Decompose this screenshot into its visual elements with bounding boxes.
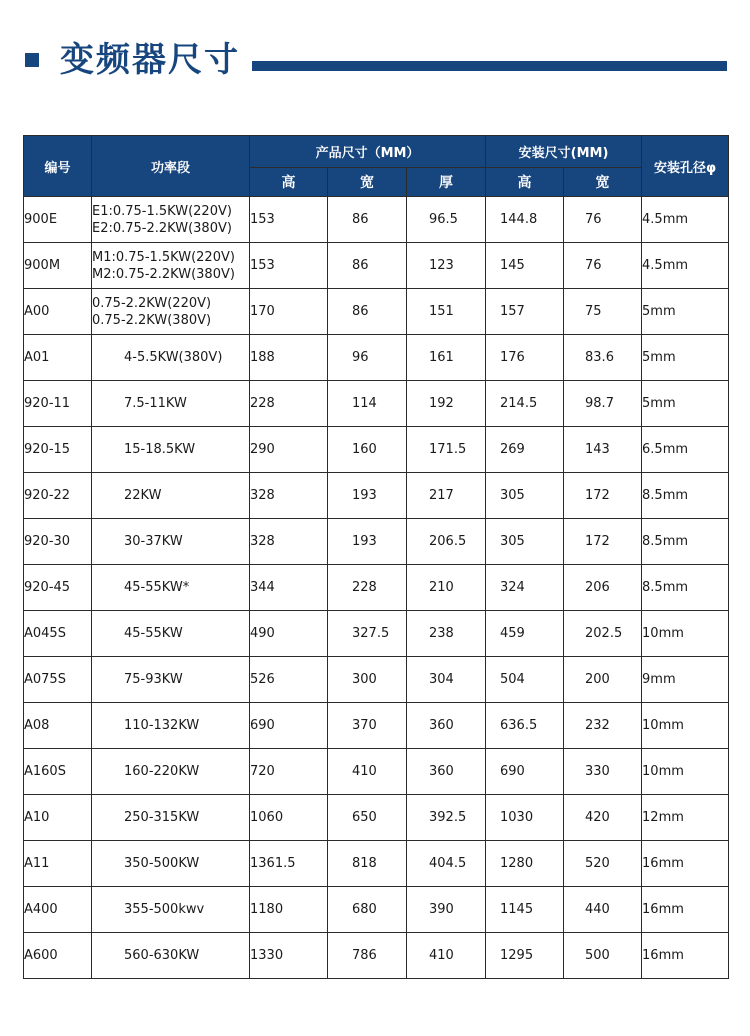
cell-code: A01 bbox=[24, 335, 92, 381]
cell-product-thickness: 360 bbox=[407, 749, 486, 795]
cell-code: A10 bbox=[24, 795, 92, 841]
power-line: 350-500KW bbox=[124, 856, 200, 871]
cell-code: 900M bbox=[24, 243, 92, 289]
cell-product-width: 193 bbox=[328, 519, 407, 565]
cell-product-thickness: 392.5 bbox=[407, 795, 486, 841]
cell-product-height: 228 bbox=[250, 381, 328, 427]
cell-hole: 8.5mm bbox=[642, 473, 729, 519]
cell-install-width: 76 bbox=[564, 197, 642, 243]
cell-hole: 6.5mm bbox=[642, 427, 729, 473]
cell-product-thickness: 217 bbox=[407, 473, 486, 519]
cell-install-width: 75 bbox=[564, 289, 642, 335]
power-line: 30-37KW bbox=[124, 534, 183, 549]
cell-power bbox=[92, 243, 250, 289]
cell-product-thickness: 171.5 bbox=[407, 427, 486, 473]
cell-product-height: 188 bbox=[250, 335, 328, 381]
table-row bbox=[24, 381, 729, 427]
cell-product-width: 370 bbox=[328, 703, 407, 749]
cell-install-width: 76 bbox=[564, 243, 642, 289]
power-line: 355-500kwv bbox=[124, 902, 205, 917]
cell-code: 920-30 bbox=[24, 519, 92, 565]
cell-product-width: 96 bbox=[328, 335, 407, 381]
power-line: M1:0.75-1.5KW(220V) bbox=[92, 249, 235, 265]
cell-hole: 8.5mm bbox=[642, 519, 729, 565]
cell-install-width: 200 bbox=[564, 657, 642, 703]
cell-hole: 10mm bbox=[642, 703, 729, 749]
cell-hole: 8.5mm bbox=[642, 565, 729, 611]
cell-product-width: 86 bbox=[328, 243, 407, 289]
cell-hole: 4.5mm bbox=[642, 197, 729, 243]
cell-install-height: 636.5 bbox=[486, 703, 564, 749]
cell-product-height: 526 bbox=[250, 657, 328, 703]
cell-product-height: 1060 bbox=[250, 795, 328, 841]
cell-install-width: 500 bbox=[564, 933, 642, 979]
power-line: 45-55KW* bbox=[124, 580, 190, 595]
power-line: 15-18.5KW bbox=[124, 442, 196, 457]
cell-product-width: 327.5 bbox=[328, 611, 407, 657]
cell-install-height: 1145 bbox=[486, 887, 564, 933]
header-product-height: 高 bbox=[250, 168, 328, 197]
table-row bbox=[24, 335, 729, 381]
cell-product-thickness: 410 bbox=[407, 933, 486, 979]
cell-power bbox=[92, 749, 250, 795]
cell-power bbox=[92, 289, 250, 335]
power-line: 110-132KW bbox=[124, 718, 200, 733]
cell-power bbox=[92, 519, 250, 565]
table-row bbox=[24, 841, 729, 887]
cell-product-width: 680 bbox=[328, 887, 407, 933]
cell-install-height: 176 bbox=[486, 335, 564, 381]
cell-product-width: 193 bbox=[328, 473, 407, 519]
cell-product-width: 86 bbox=[328, 289, 407, 335]
power-line: 22KW bbox=[124, 488, 162, 503]
power-line: 160-220KW bbox=[124, 764, 200, 779]
cell-install-height: 1295 bbox=[486, 933, 564, 979]
cell-product-height: 328 bbox=[250, 473, 328, 519]
cell-power bbox=[92, 197, 250, 243]
cell-code: A600 bbox=[24, 933, 92, 979]
cell-install-height: 690 bbox=[486, 749, 564, 795]
cell-product-width: 410 bbox=[328, 749, 407, 795]
header-hole: 安装孔径φ bbox=[642, 136, 729, 197]
cell-hole: 12mm bbox=[642, 795, 729, 841]
cell-power bbox=[92, 841, 250, 887]
cell-install-height: 144.8 bbox=[486, 197, 564, 243]
table-body bbox=[24, 197, 729, 979]
table-row bbox=[24, 887, 729, 933]
cell-install-height: 145 bbox=[486, 243, 564, 289]
cell-hole: 5mm bbox=[642, 335, 729, 381]
cell-product-thickness: 123 bbox=[407, 243, 486, 289]
cell-power bbox=[92, 703, 250, 749]
cell-install-height: 459 bbox=[486, 611, 564, 657]
cell-hole: 10mm bbox=[642, 749, 729, 795]
header-product-size: 产品尺寸（MM） bbox=[250, 136, 486, 168]
table-row bbox=[24, 611, 729, 657]
cell-product-height: 1330 bbox=[250, 933, 328, 979]
cell-install-height: 305 bbox=[486, 473, 564, 519]
cell-install-height: 269 bbox=[486, 427, 564, 473]
cell-install-width: 143 bbox=[564, 427, 642, 473]
cell-product-thickness: 151 bbox=[407, 289, 486, 335]
header-install-width: 宽 bbox=[564, 168, 642, 197]
power-line: 250-315KW bbox=[124, 810, 200, 825]
cell-product-width: 160 bbox=[328, 427, 407, 473]
power-line: M2:0.75-2.2KW(380V) bbox=[92, 266, 235, 282]
header-product-width: 宽 bbox=[328, 168, 407, 197]
cell-install-width: 232 bbox=[564, 703, 642, 749]
cell-code: A075S bbox=[24, 657, 92, 703]
cell-install-width: 206 bbox=[564, 565, 642, 611]
dimension-table bbox=[23, 135, 729, 979]
cell-power bbox=[92, 381, 250, 427]
cell-product-width: 786 bbox=[328, 933, 407, 979]
cell-hole: 16mm bbox=[642, 933, 729, 979]
cell-install-height: 504 bbox=[486, 657, 564, 703]
cell-install-height: 1280 bbox=[486, 841, 564, 887]
cell-product-width: 114 bbox=[328, 381, 407, 427]
cell-power bbox=[92, 427, 250, 473]
cell-code: 900E bbox=[24, 197, 92, 243]
cell-product-thickness: 192 bbox=[407, 381, 486, 427]
cell-product-height: 720 bbox=[250, 749, 328, 795]
table-row bbox=[24, 197, 729, 243]
power-line: 560-630KW bbox=[124, 948, 200, 963]
power-line: E2:0.75-2.2KW(380V) bbox=[92, 220, 232, 236]
power-line: 4-5.5KW(380V) bbox=[124, 350, 223, 365]
cell-install-width: 98.7 bbox=[564, 381, 642, 427]
header-install-height: 高 bbox=[486, 168, 564, 197]
power-line: 0.75-2.2KW(380V) bbox=[92, 312, 212, 328]
cell-hole: 16mm bbox=[642, 841, 729, 887]
cell-product-height: 153 bbox=[250, 243, 328, 289]
cell-product-height: 170 bbox=[250, 289, 328, 335]
cell-power bbox=[92, 611, 250, 657]
cell-hole: 5mm bbox=[642, 381, 729, 427]
table-row bbox=[24, 427, 729, 473]
cell-product-width: 228 bbox=[328, 565, 407, 611]
cell-power bbox=[92, 933, 250, 979]
cell-install-width: 420 bbox=[564, 795, 642, 841]
cell-install-height: 305 bbox=[486, 519, 564, 565]
cell-hole: 5mm bbox=[642, 289, 729, 335]
cell-code: 920-11 bbox=[24, 381, 92, 427]
cell-hole: 4.5mm bbox=[642, 243, 729, 289]
cell-hole: 9mm bbox=[642, 657, 729, 703]
table-row bbox=[24, 243, 729, 289]
table-row bbox=[24, 565, 729, 611]
cell-install-width: 83.6 bbox=[564, 335, 642, 381]
cell-product-thickness: 360 bbox=[407, 703, 486, 749]
power-line: 75-93KW bbox=[124, 672, 183, 687]
cell-install-height: 324 bbox=[486, 565, 564, 611]
power-line: E1:0.75-1.5KW(220V) bbox=[92, 203, 232, 219]
cell-product-thickness: 304 bbox=[407, 657, 486, 703]
cell-hole: 10mm bbox=[642, 611, 729, 657]
cell-power bbox=[92, 887, 250, 933]
cell-product-height: 1361.5 bbox=[250, 841, 328, 887]
cell-install-width: 330 bbox=[564, 749, 642, 795]
power-line: 45-55KW bbox=[124, 626, 183, 641]
cell-hole: 16mm bbox=[642, 887, 729, 933]
cell-product-thickness: 210 bbox=[407, 565, 486, 611]
cell-code: A160S bbox=[24, 749, 92, 795]
cell-install-width: 172 bbox=[564, 473, 642, 519]
header-product-thickness: 厚 bbox=[407, 168, 486, 197]
cell-product-width: 300 bbox=[328, 657, 407, 703]
cell-product-width: 818 bbox=[328, 841, 407, 887]
cell-code: A045S bbox=[24, 611, 92, 657]
cell-code: A00 bbox=[24, 289, 92, 335]
header-power: 功率段 bbox=[92, 136, 250, 197]
cell-product-thickness: 390 bbox=[407, 887, 486, 933]
cell-product-thickness: 206.5 bbox=[407, 519, 486, 565]
section-header bbox=[0, 0, 750, 100]
title-square-icon bbox=[25, 53, 39, 67]
cell-product-width: 650 bbox=[328, 795, 407, 841]
cell-power bbox=[92, 795, 250, 841]
power-line: 0.75-2.2KW(220V) bbox=[92, 295, 212, 311]
cell-product-height: 328 bbox=[250, 519, 328, 565]
cell-code: 920-45 bbox=[24, 565, 92, 611]
table-row bbox=[24, 703, 729, 749]
cell-product-thickness: 161 bbox=[407, 335, 486, 381]
cell-install-width: 440 bbox=[564, 887, 642, 933]
cell-install-height: 157 bbox=[486, 289, 564, 335]
cell-product-height: 344 bbox=[250, 565, 328, 611]
cell-install-width: 202.5 bbox=[564, 611, 642, 657]
table-row bbox=[24, 519, 729, 565]
cell-power bbox=[92, 335, 250, 381]
cell-code: A08 bbox=[24, 703, 92, 749]
table-row bbox=[24, 473, 729, 519]
table-row bbox=[24, 289, 729, 335]
cell-code: 920-22 bbox=[24, 473, 92, 519]
cell-product-thickness: 238 bbox=[407, 611, 486, 657]
header-install-size: 安装尺寸(MM) bbox=[486, 136, 642, 168]
cell-product-thickness: 96.5 bbox=[407, 197, 486, 243]
page-title: 变频器尺寸 bbox=[60, 40, 240, 80]
table-row bbox=[24, 795, 729, 841]
cell-code: A11 bbox=[24, 841, 92, 887]
power-line: 7.5-11KW bbox=[124, 396, 187, 411]
header-code: 编号 bbox=[24, 136, 92, 197]
cell-power bbox=[92, 565, 250, 611]
cell-code: A400 bbox=[24, 887, 92, 933]
cell-install-width: 172 bbox=[564, 519, 642, 565]
cell-product-height: 290 bbox=[250, 427, 328, 473]
cell-power bbox=[92, 473, 250, 519]
cell-code: 920-15 bbox=[24, 427, 92, 473]
table-row bbox=[24, 933, 729, 979]
cell-install-height: 214.5 bbox=[486, 381, 564, 427]
cell-product-thickness: 404.5 bbox=[407, 841, 486, 887]
cell-product-height: 153 bbox=[250, 197, 328, 243]
cell-product-height: 1180 bbox=[250, 887, 328, 933]
table-row bbox=[24, 657, 729, 703]
cell-product-height: 690 bbox=[250, 703, 328, 749]
cell-install-height: 1030 bbox=[486, 795, 564, 841]
cell-product-height: 490 bbox=[250, 611, 328, 657]
table-row bbox=[24, 749, 729, 795]
cell-power bbox=[92, 657, 250, 703]
cell-install-width: 520 bbox=[564, 841, 642, 887]
cell-product-width: 86 bbox=[328, 197, 407, 243]
title-underline bbox=[252, 61, 727, 71]
